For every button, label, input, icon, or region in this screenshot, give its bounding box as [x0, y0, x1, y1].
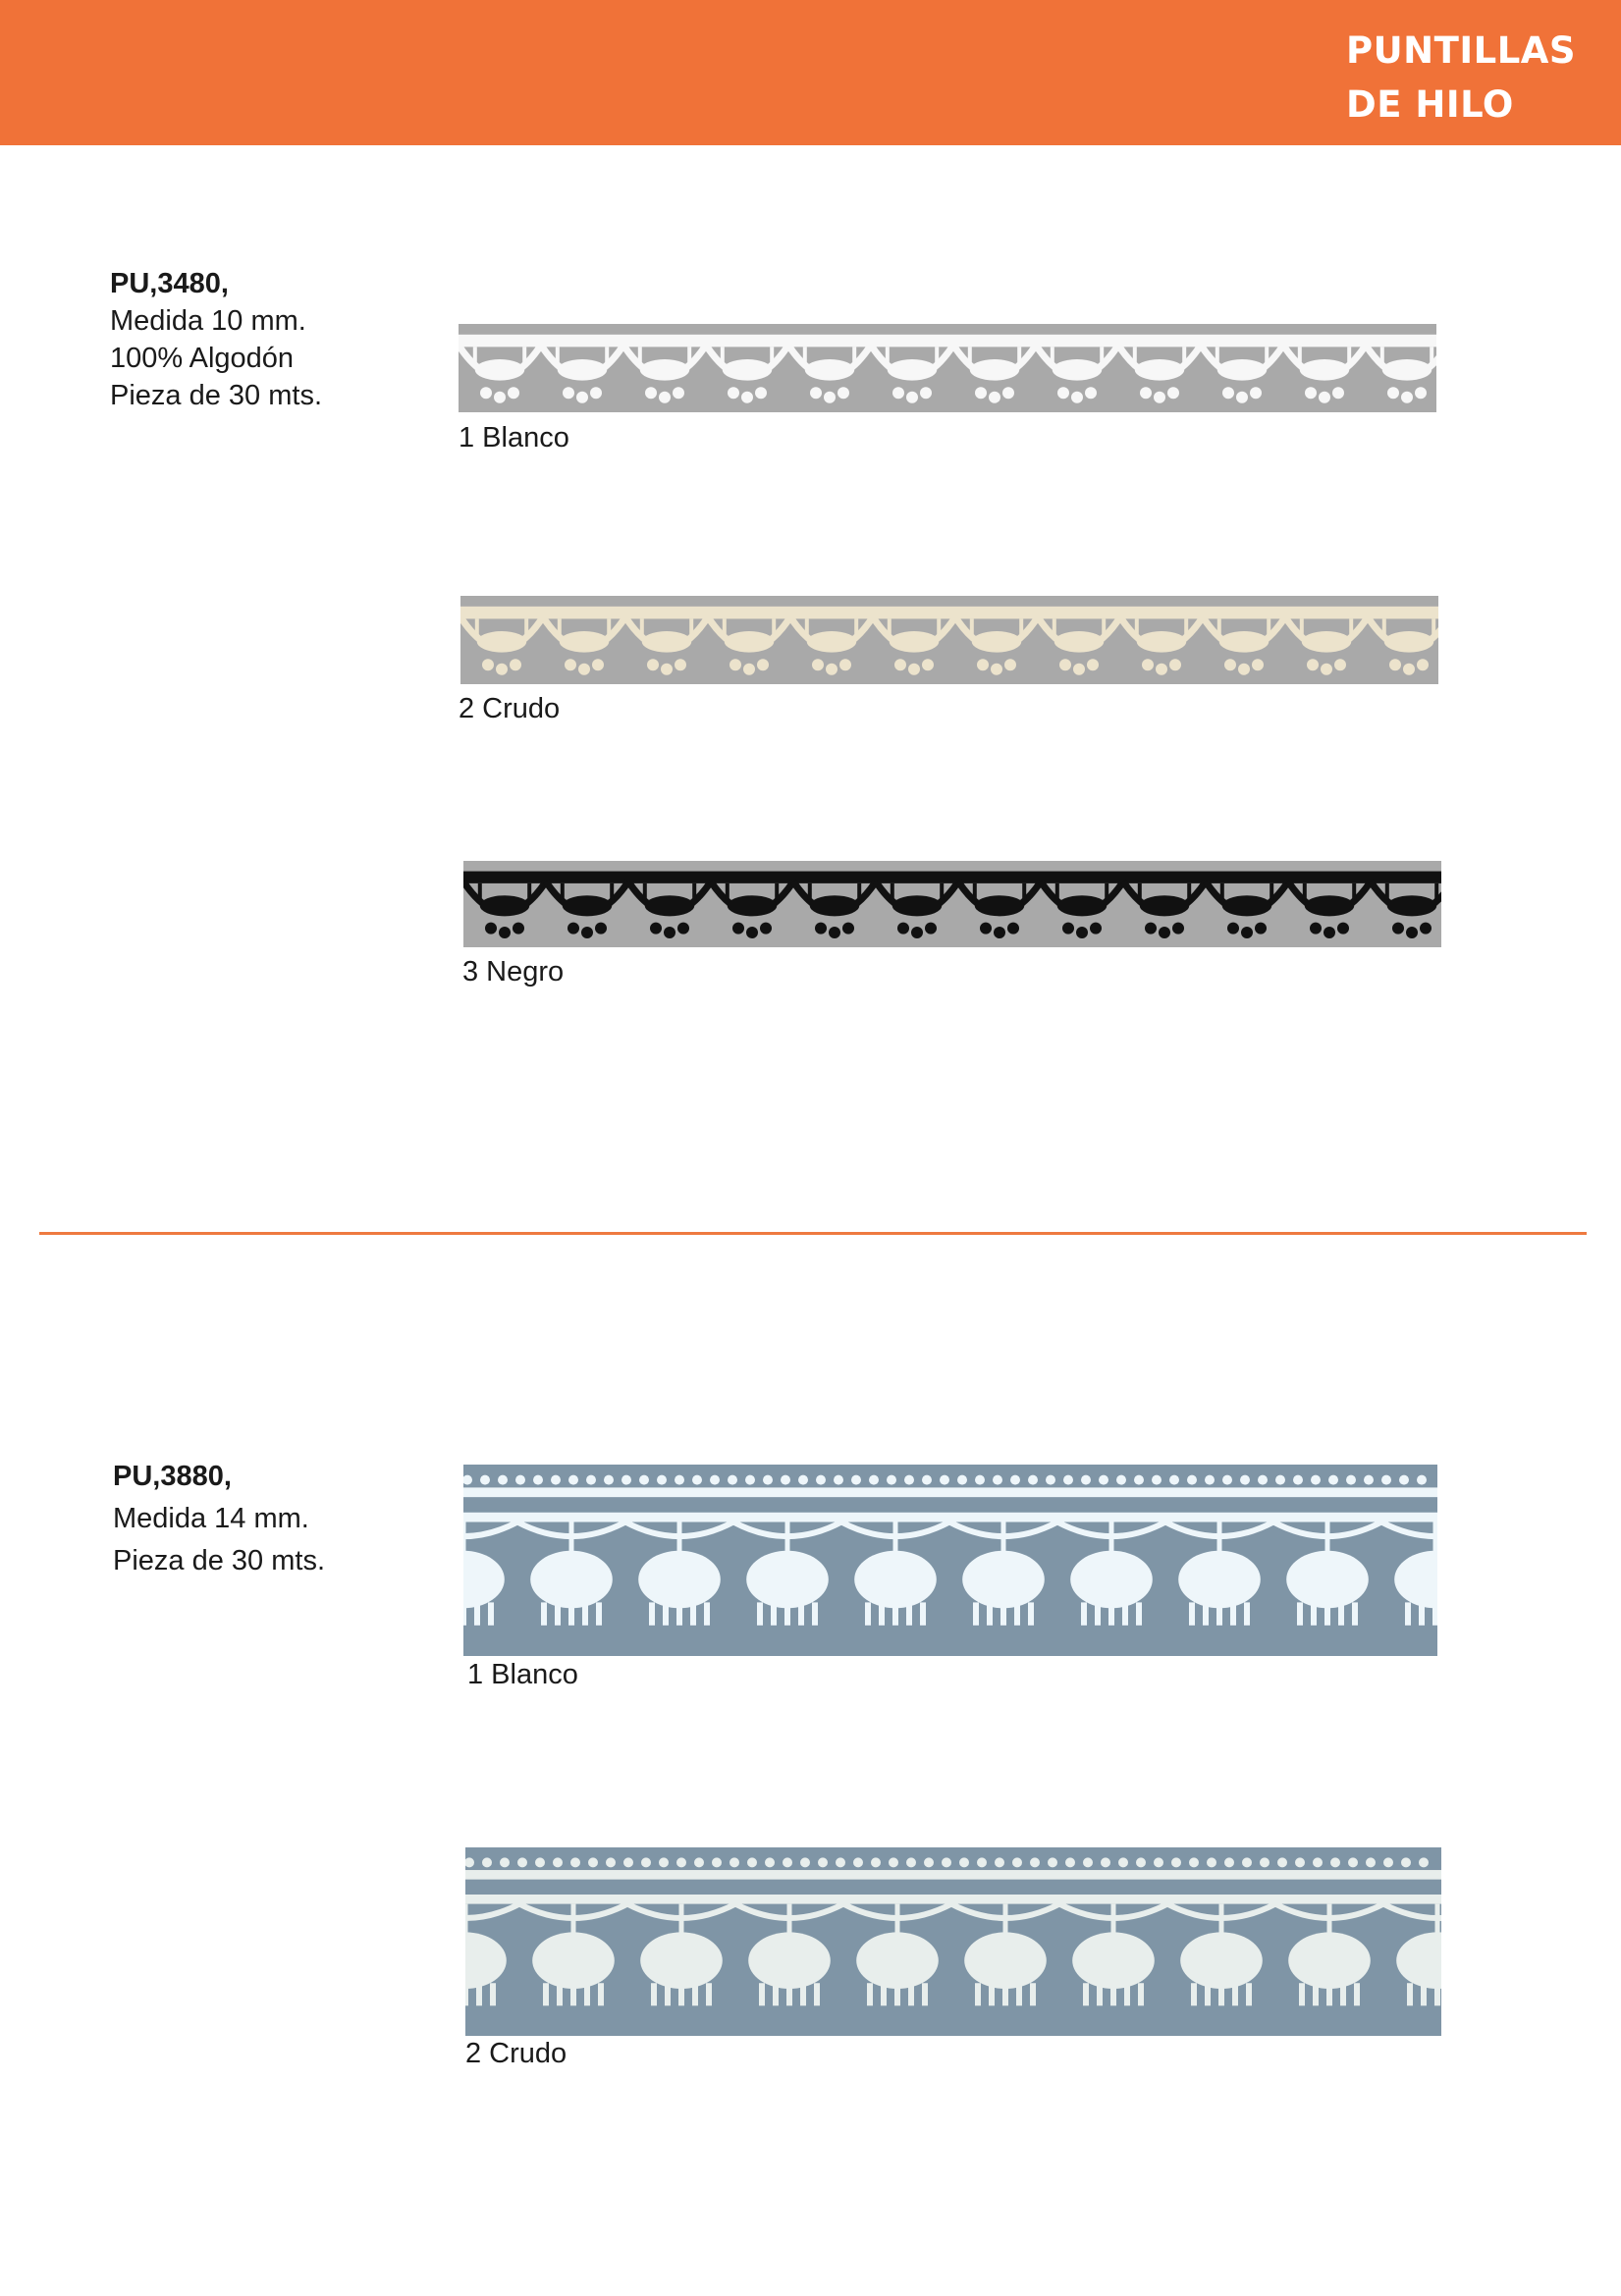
lace-swatch-image [463, 861, 1441, 947]
lace-swatch-image [463, 1465, 1437, 1656]
variant-label: 1 Blanco [459, 422, 569, 454]
header-title-line-2: DE HILO [1346, 83, 1514, 126]
product-info-pu3880 [113, 1456, 325, 1582]
product-detail: Medida 10 mm. [110, 305, 306, 337]
product-code: PU,3480, [110, 268, 229, 299]
page-header [0, 0, 1621, 145]
product-info-pu3480 [110, 265, 322, 414]
section-divider [39, 1232, 1587, 1235]
variant-label: 2 Crudo [465, 2038, 567, 2069]
product-detail: Pieza de 30 mts. [110, 380, 322, 411]
variant-label: 1 Blanco [467, 1659, 578, 1690]
header-title-line-1: PUNTILLAS [1346, 29, 1577, 72]
product-detail: 100% Algodón [110, 343, 295, 374]
product-code: PU,3880, [113, 1461, 232, 1492]
product-detail: Medida 14 mm. [113, 1503, 309, 1534]
lace-swatch-image [459, 324, 1436, 412]
header-title [1346, 24, 1576, 132]
lace-swatch-image [465, 1847, 1441, 2036]
product-detail: Pieza de 30 mts. [113, 1545, 325, 1576]
variant-label: 3 Negro [462, 956, 565, 988]
lace-swatch-image [460, 596, 1438, 684]
variant-label: 2 Crudo [459, 693, 561, 724]
